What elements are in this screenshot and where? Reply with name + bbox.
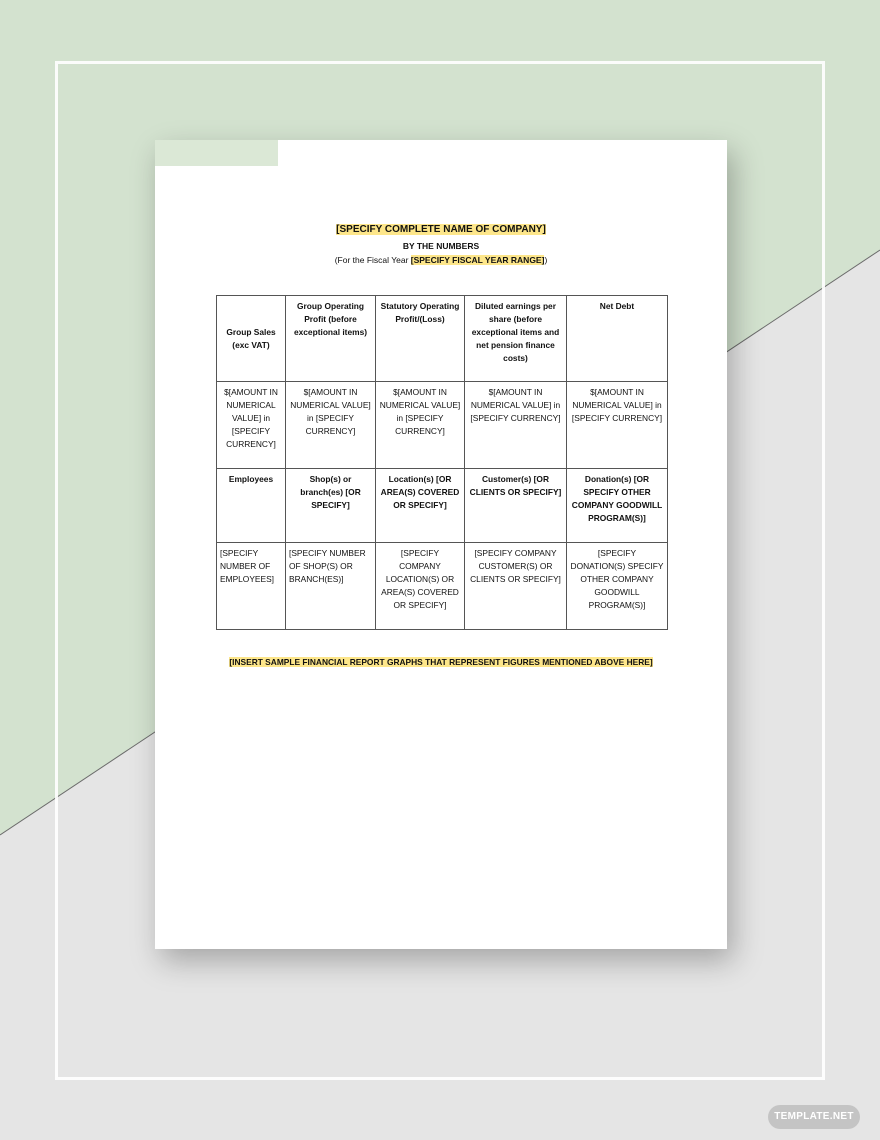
table-cell: [SPECIFY DONATION(S) SPECIFY OTHER COMPANY GOODWILL PROGRAM(S)] (567, 543, 668, 630)
graph-note-text: [INSERT SAMPLE FINANCIAL REPORT GRAPHS THAT REPRESENT FIGURES MENTIONED ABOVE HERE] (229, 657, 653, 667)
table-cell: $[AMOUNT IN NUMERICAL VALUE] in [SPECIFY CURRENCY] (567, 382, 668, 469)
table-cell: Shop(s) or branch(es) [OR SPECIFY] (286, 469, 376, 543)
table-cell: $[AMOUNT IN NUMERICAL VALUE] in [SPECIFY CURRENCY] (465, 382, 567, 469)
table-cell: [SPECIFY COMPANY CUSTOMER(S) OR CLIENTS OR SPECIFY] (465, 543, 567, 630)
fiscal-suffix: ) (544, 255, 548, 265)
page-corner-tab (155, 140, 278, 166)
table-cell: $[AMOUNT IN NUMERICAL VALUE] in [SPECIFY CURRENCY] (376, 382, 465, 469)
table-cell: [SPECIFY COMPANY LOCATION(S) OR AREA(S) COVERED OR SPECIFY] (376, 543, 465, 630)
fiscal-year-line (155, 255, 727, 265)
table-cell: $[AMOUNT IN NUMERICAL VALUE] in [SPECIFY CURRENCY] (217, 382, 286, 469)
document-page (155, 140, 727, 949)
table-cell: [SPECIFY NUMBER OF EMPLOYEES] (217, 543, 286, 630)
table-row (217, 469, 668, 543)
table-cell: [SPECIFY NUMBER OF SHOP(S) OR BRANCH(ES)] (286, 543, 376, 630)
table-cell: Donation(s) [OR SPECIFY OTHER COMPANY GOODWILL PROGRAM(S)] (567, 469, 668, 543)
numbers-table (216, 295, 668, 630)
table-cell: Employees (217, 469, 286, 543)
table-cell: Group Sales (exc VAT) (217, 296, 286, 382)
table-cell: Location(s) [OR AREA(S) COVERED OR SPECIFY] (376, 469, 465, 543)
company-name: [SPECIFY COMPLETE NAME OF COMPANY] (336, 224, 546, 235)
table-cell: Statutory Operating Profit/(Loss) (376, 296, 465, 382)
fiscal-range: [SPECIFY FISCAL YEAR RANGE] (410, 255, 545, 265)
table-cell: Customer(s) [OR CLIENTS OR SPECIFY] (465, 469, 567, 543)
table-row (217, 382, 668, 469)
watermark-badge[interactable]: TEMPLATE.NET (768, 1105, 860, 1129)
table-cell: Diluted earnings per share (before exceptional items and net pension finance costs) (465, 296, 567, 382)
table-cell: $[AMOUNT IN NUMERICAL VALUE] in [SPECIFY CURRENCY] (286, 382, 376, 469)
table-cell: Group Operating Profit (before exceptional items) (286, 296, 376, 382)
table-row (217, 543, 668, 630)
fiscal-prefix: (For the Fiscal Year (334, 255, 411, 265)
table-cell: Net Debt (567, 296, 668, 382)
graph-placeholder-note (155, 657, 727, 667)
subtitle: BY THE NUMBERS (402, 241, 480, 251)
table-row (217, 296, 668, 382)
company-name-heading (155, 224, 727, 235)
